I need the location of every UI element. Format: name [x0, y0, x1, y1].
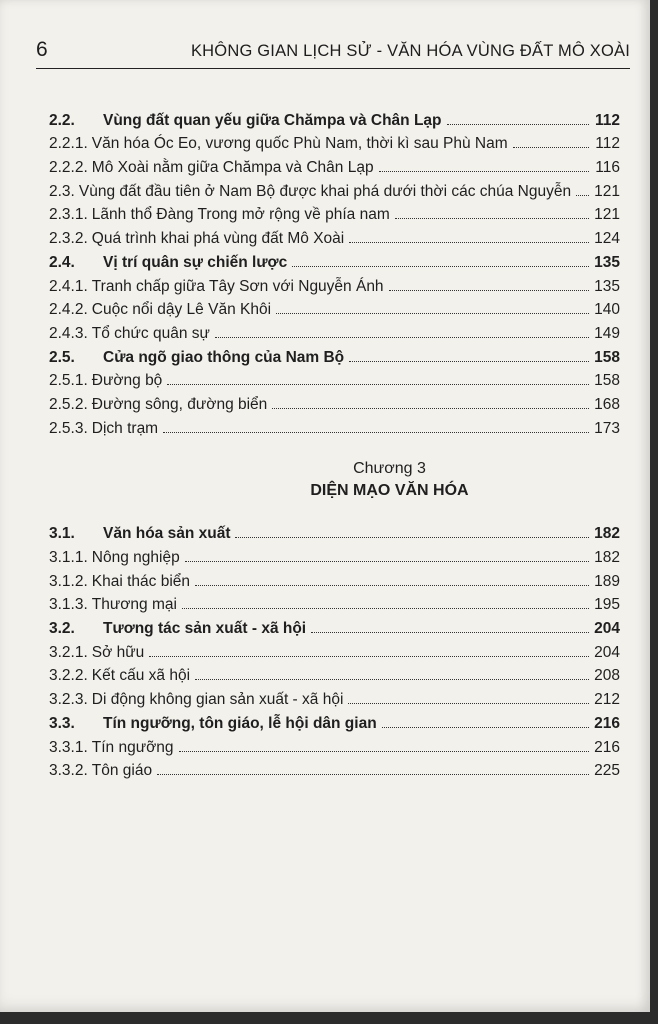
toc-entry: [49, 757, 620, 781]
toc-entry-number: 3.2.: [49, 620, 75, 638]
toc-entry: [49, 567, 620, 591]
toc-entry: [49, 224, 620, 248]
toc-section-chapter-2: [49, 106, 620, 438]
toc-entry-page: 216: [594, 714, 620, 732]
toc-entry-page: 168: [594, 395, 620, 413]
toc-entry-title: Di động không gian sản xuất - xã hội: [91, 691, 344, 709]
toc-entry-title: Nông nghiệp: [91, 549, 180, 566]
toc-entry: [49, 709, 620, 733]
toc-entry-title: Vùng đất quan yếu giữa Chămpa và Chân Lạp: [103, 111, 442, 129]
book-title: KHÔNG GIAN LỊCH SỬ - VĂN HÓA VÙNG ĐẤT MÔ XOÀI: [190, 42, 630, 60]
toc-entry-number: 2.5.1.: [49, 372, 88, 390]
toc-entry: [49, 414, 620, 438]
toc-entry-number: 2.5.: [49, 348, 75, 366]
toc-entry-number: 2.2.2.: [49, 159, 88, 177]
toc-entry: [49, 367, 620, 391]
toc-entry-title: Cửa ngõ giao thông của Nam Bộ: [103, 348, 345, 366]
chapter-label: Chương 3: [353, 459, 426, 477]
toc-entry: [49, 543, 620, 567]
dot-leader: [157, 773, 589, 775]
toc-entry-page: 121: [594, 182, 620, 200]
running-header: [36, 38, 630, 69]
toc-entry-number: 3.3.: [49, 714, 75, 732]
dot-leader: [348, 702, 589, 704]
toc-entry-title: Quá trình khai phá vùng đất Mô Xoài: [91, 230, 345, 248]
toc-entry-number: 2.2.1.: [49, 135, 88, 153]
dot-leader: [276, 312, 589, 314]
dot-leader: [311, 631, 589, 633]
toc-entry-number: 3.1.: [49, 525, 75, 543]
toc-entry-number: 3.2.3.: [49, 691, 88, 709]
toc-entry-page: 140: [594, 301, 620, 319]
toc-entry-title: Tổ chức quân sự: [91, 324, 210, 342]
toc-entry-number: 3.2.1.: [49, 643, 88, 661]
toc-entry-number: 2.4.1.: [49, 277, 88, 295]
dot-leader: [149, 655, 589, 657]
toc-entry-page: 112: [594, 111, 620, 129]
toc-entry-title: Tranh chấp giữa Tây Sơn với Nguyễn Ánh: [91, 277, 384, 295]
toc-entry-title: Đường sông, đường biển: [91, 395, 268, 413]
toc-entry-title: Dịch trạm: [91, 419, 159, 437]
toc-entry-page: 189: [594, 572, 620, 590]
dot-leader: [272, 407, 589, 409]
toc-entry-page: 121: [594, 206, 620, 224]
dot-leader: [179, 750, 589, 752]
toc-entry: [49, 272, 620, 296]
dot-leader: [195, 584, 589, 586]
toc-entry-page: 116: [595, 159, 620, 177]
toc-entry-page: 208: [594, 667, 620, 685]
toc-entry-title: Lãnh thổ Đàng Trong mở rộng về phía nam: [91, 206, 390, 224]
dot-leader: [292, 265, 589, 267]
toc-entry-number: 2.5.2.: [49, 395, 88, 413]
toc-entry: [49, 343, 620, 367]
dot-leader: [349, 241, 589, 243]
dot-leader: [163, 431, 589, 433]
toc-entry-page: 195: [594, 596, 620, 614]
toc-entry-title: Kết cấu xã hội: [91, 667, 191, 685]
toc-entry: [49, 733, 620, 757]
dot-leader: [167, 383, 589, 385]
toc-entry-page: 158: [594, 348, 620, 366]
dot-leader: [182, 607, 589, 609]
toc-entry-page: 173: [594, 419, 620, 437]
toc-entry-page: 135: [594, 277, 620, 295]
toc-entry-number: 3.3.1.: [49, 738, 88, 756]
toc-entry-page: 212: [594, 691, 620, 709]
toc-entry: [49, 685, 620, 709]
toc-section-chapter-3: [49, 520, 620, 781]
page-number: 6: [36, 38, 48, 61]
toc-entry-number: 3.2.2.: [49, 667, 88, 685]
toc-entry: [49, 591, 620, 615]
dot-leader: [235, 536, 589, 538]
toc-entry-title: Vùng đất đầu tiên ở Nam Bộ được khai phá dưới thời các chúa Nguyễn: [78, 182, 572, 200]
toc-entry-number: 3.1.2.: [49, 572, 88, 590]
dot-leader: [513, 146, 589, 148]
dot-leader: [349, 360, 589, 362]
toc-entry: [49, 248, 620, 272]
dot-leader: [185, 560, 589, 562]
toc-entry-number: 2.4.2.: [49, 301, 88, 319]
table-of-contents: [49, 106, 620, 780]
toc-entry: [49, 201, 620, 225]
dot-leader: [447, 123, 590, 125]
toc-entry-title: Văn hóa sản xuất: [103, 525, 231, 543]
toc-entry-number: 3.3.2.: [49, 762, 88, 780]
toc-entry: [49, 177, 620, 201]
toc-entry: [49, 153, 620, 177]
dot-leader: [379, 170, 589, 172]
toc-entry-number: 3.1.3.: [49, 596, 88, 614]
toc-entry-page: 182: [594, 549, 620, 566]
toc-entry: [49, 638, 620, 662]
chapter-title: DIỆN MẠO VĂN HÓA: [310, 481, 469, 499]
toc-entry-page: 158: [594, 372, 620, 390]
toc-entry-page: 112: [595, 135, 620, 153]
toc-entry-number: 2.4.3.: [49, 324, 88, 342]
toc-entry-title: Tín ngưỡng: [91, 738, 174, 756]
toc-entry-number: 2.2.: [49, 111, 75, 129]
dot-leader: [195, 678, 589, 680]
toc-entry-title: Mô Xoài nằm giữa Chămpa và Chân Lạp: [91, 159, 374, 177]
toc-entry: [49, 296, 620, 320]
toc-entry-number: 2.4.: [49, 253, 75, 271]
toc-entry-title: Tôn giáo: [91, 762, 153, 780]
dot-leader: [382, 726, 589, 728]
toc-entry-number: 2.5.3.: [49, 419, 88, 437]
toc-entry: [49, 614, 620, 638]
toc-entry-title: Văn hóa Óc Eo, vương quốc Phù Nam, thời kì sau Phù Nam: [91, 135, 508, 153]
toc-entry-page: 204: [594, 620, 620, 638]
toc-entry: [49, 319, 620, 343]
toc-entry-page: 225: [594, 762, 620, 780]
toc-entry-page: 204: [594, 643, 620, 661]
toc-entry-page: 182: [594, 525, 620, 543]
dot-leader: [389, 289, 589, 291]
dot-leader: [576, 194, 589, 196]
dot-leader: [215, 336, 589, 338]
toc-entry-number: 2.3.1.: [49, 206, 88, 224]
toc-entry: [49, 130, 620, 154]
toc-entry-page: 149: [594, 324, 620, 342]
toc-entry-title: Thương mại: [91, 596, 177, 614]
toc-entry-page: 135: [594, 253, 620, 271]
toc-entry-number: 2.3.2.: [49, 230, 88, 248]
toc-entry: [49, 662, 620, 686]
toc-entry-title: Cuộc nổi dậy Lê Văn Khôi: [91, 301, 272, 319]
toc-entry-title: Đường bộ: [91, 372, 163, 390]
toc-entry: [49, 390, 620, 414]
toc-entry-page: 216: [594, 738, 620, 756]
toc-entry-title: Sở hữu: [91, 643, 145, 661]
dot-leader: [395, 217, 589, 219]
toc-entry-title: Tín ngưỡng, tôn giáo, lễ hội dân gian: [103, 714, 377, 732]
toc-entry-title: Tương tác sản xuất - xã hội: [103, 620, 307, 638]
toc-entry: [49, 106, 620, 130]
toc-entry-number: 2.3.: [49, 182, 75, 200]
toc-entry-number: 3.1.1.: [49, 549, 88, 566]
toc-entry: [49, 520, 620, 544]
toc-entry-title: Khai thác biển: [91, 572, 191, 590]
toc-entry-title: Vị trí quân sự chiến lược: [103, 253, 288, 271]
toc-entry-page: 124: [594, 230, 620, 248]
